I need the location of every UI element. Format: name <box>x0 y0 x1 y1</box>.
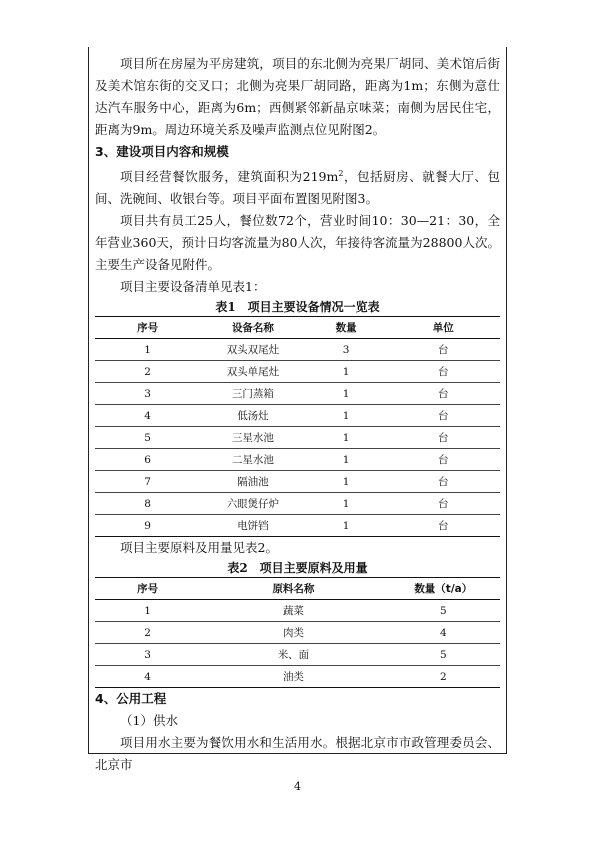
table-cell: 台 <box>387 383 500 405</box>
column-header: 数量（t/a） <box>387 578 500 600</box>
table-cell: 4 <box>95 405 200 427</box>
column-header: 序号 <box>95 578 200 600</box>
table-cell: 4 <box>387 622 500 644</box>
table-cell: 台 <box>387 405 500 427</box>
table-cell: 台 <box>387 493 500 515</box>
table-row <box>95 666 500 688</box>
table-cell: 3 <box>95 383 200 405</box>
equipment-table <box>95 316 500 537</box>
table-cell: 低汤灶 <box>200 405 305 427</box>
table-cell: 8 <box>95 493 200 515</box>
table-row <box>95 515 500 537</box>
table-row <box>95 427 500 449</box>
table-cell: 电饼铛 <box>200 515 305 537</box>
table-cell: 台 <box>387 361 500 383</box>
document-frame <box>88 47 507 773</box>
column-header: 数量 <box>306 317 387 339</box>
table-row <box>95 644 500 666</box>
table-cell: 台 <box>387 471 500 493</box>
table-cell: 肉类 <box>200 622 386 644</box>
table-cell: 9 <box>95 515 200 537</box>
materials-table <box>95 577 500 688</box>
table-header-row <box>95 578 500 600</box>
table-cell: 6 <box>95 449 200 471</box>
table-row <box>95 405 500 427</box>
document-body <box>95 53 500 776</box>
column-header: 原料名称 <box>200 578 386 600</box>
table-row <box>95 622 500 644</box>
table-cell: 蔬菜 <box>200 600 386 622</box>
materials-intro: 项目主要原料及用量见表2。 <box>120 540 278 556</box>
table-cell: 三门蒸箱 <box>200 383 305 405</box>
table-cell: 5 <box>95 427 200 449</box>
table-cell: 1 <box>95 339 200 361</box>
table-row <box>95 600 500 622</box>
water-supply-heading: （1）供水 <box>120 713 178 729</box>
column-header: 单位 <box>387 317 500 339</box>
table-cell: 二星水池 <box>200 449 305 471</box>
table-cell: 三星水池 <box>200 427 305 449</box>
table-cell: 4 <box>95 666 200 688</box>
column-header: 设备名称 <box>200 317 305 339</box>
table-row <box>95 493 500 515</box>
water-supply-paragraph: 项目用水主要为餐饮用水和生活用水。根据北京市市政管理委员会、北京市 <box>95 735 500 773</box>
table-cell: 2 <box>95 622 200 644</box>
table-cell: 1 <box>306 471 387 493</box>
page-number: 4 <box>294 780 301 793</box>
table-row <box>95 339 500 361</box>
table-cell: 米、面 <box>200 644 386 666</box>
table-cell: 1 <box>306 361 387 383</box>
table-cell: 1 <box>306 383 387 405</box>
location-paragraph: 项目所在房屋为平房建筑，项目的东北侧为亮果厂胡同、美术馆后街及美术馆东街的交叉口；北侧为亮果厂胡同路，距离为1m；东侧为意仕达汽车服务中心，距离为6m；西侧紧邻新晶京味菜；南侧为居民住宅，距离为9m。周边环境关系及噪声监测点位见附图2。 <box>95 56 500 137</box>
section-3-heading: 3、建设项目内容和规模 <box>95 144 229 159</box>
table-cell: 3 <box>306 339 387 361</box>
table-row <box>95 361 500 383</box>
table-row <box>95 471 500 493</box>
table-row <box>95 449 500 471</box>
table-cell: 油类 <box>200 666 386 688</box>
table-cell: 7 <box>95 471 200 493</box>
staff-paragraph: 项目共有员工25人，餐位数72个，营业时间10：30—21：30，全年营业360天，预计日均客流量为80人次，年接待客流量为28800人次。主要生产设备见附件。 <box>95 213 500 273</box>
table-row <box>95 383 500 405</box>
table-cell: 台 <box>387 427 500 449</box>
scope-paragraph: 项目经营餐饮服务，建筑面积为$219m^2$，包括厨房、就餐大厅、包间、洗碗间、收银台等。项目平面布置图见附图3。 <box>95 169 500 207</box>
table1-caption: 表1 项目主要设备情况一览表 <box>215 300 380 315</box>
table2-caption: 表2 项目主要原料及用量 <box>227 561 368 576</box>
table-cell: 1 <box>306 405 387 427</box>
table-cell: 1 <box>95 600 200 622</box>
table-cell: 3 <box>95 644 200 666</box>
table-cell: 5 <box>387 644 500 666</box>
section-4-heading: 4、公用工程 <box>95 691 167 707</box>
table-cell: 双头单尾灶 <box>200 361 305 383</box>
table-cell: 六眼煲仔炉 <box>200 493 305 515</box>
table-cell: 1 <box>306 515 387 537</box>
table-cell: 5 <box>387 600 500 622</box>
table-cell: 隔油池 <box>200 471 305 493</box>
column-header: 序号 <box>95 317 200 339</box>
table-cell: 台 <box>387 339 500 361</box>
table-cell: 1 <box>306 427 387 449</box>
equipment-intro: 项目主要设备清单见表1： <box>120 279 266 295</box>
table-cell: 1 <box>306 449 387 471</box>
table-cell: 2 <box>95 361 200 383</box>
table-cell: 1 <box>306 493 387 515</box>
table-cell: 2 <box>387 666 500 688</box>
table-cell: 台 <box>387 449 500 471</box>
table-header-row <box>95 317 500 339</box>
table-cell: 台 <box>387 515 500 537</box>
table-cell: 双头双尾灶 <box>200 339 305 361</box>
